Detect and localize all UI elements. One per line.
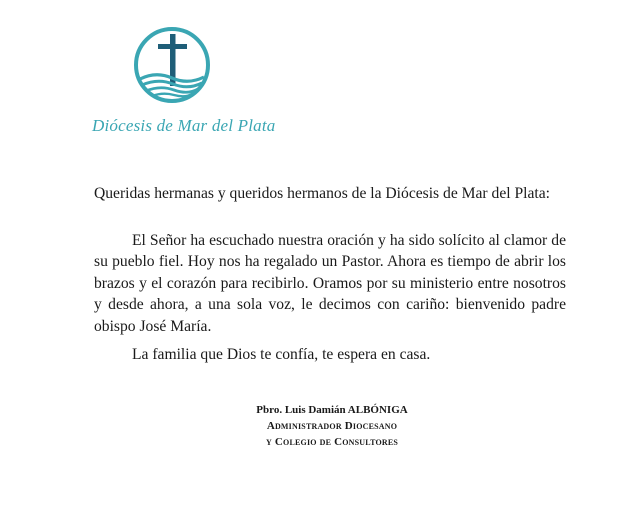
signature-surname: ALBÓNIGA [347, 404, 408, 416]
paragraph-main: El Señor ha escuchado nuestra oración y ha sido solícito al clamor de su pueblo fiel. Hoy nos ha regalado un Pastor. Ahora es tiempo de abrir los brazos y el corazón para recibirlo. Oramos por su ministerio entre nosotros y desde ahora, a una sola voz, le decimos con cariño: bienvenido padre obispo José María. [94, 231, 566, 335]
diocese-logo-icon [131, 24, 213, 106]
organization-name: Diócesis de Mar del Plata [92, 116, 276, 135]
greeting: Queridas hermanas y queridos hermanos de la Diócesis de Mar del Plata: [94, 185, 550, 202]
signature-name-line [24, 402, 640, 418]
signature-block [0, 402, 640, 450]
letter-body [94, 183, 566, 366]
signature-name: Pbro. Luis Damián [256, 404, 346, 416]
signature-title: Administrador Diocesano [266, 420, 398, 432]
paragraph-closing: La familia que Dios te confía, te espera en casa. [132, 346, 431, 363]
signature-council: y Colegio de Consultores [265, 436, 399, 448]
